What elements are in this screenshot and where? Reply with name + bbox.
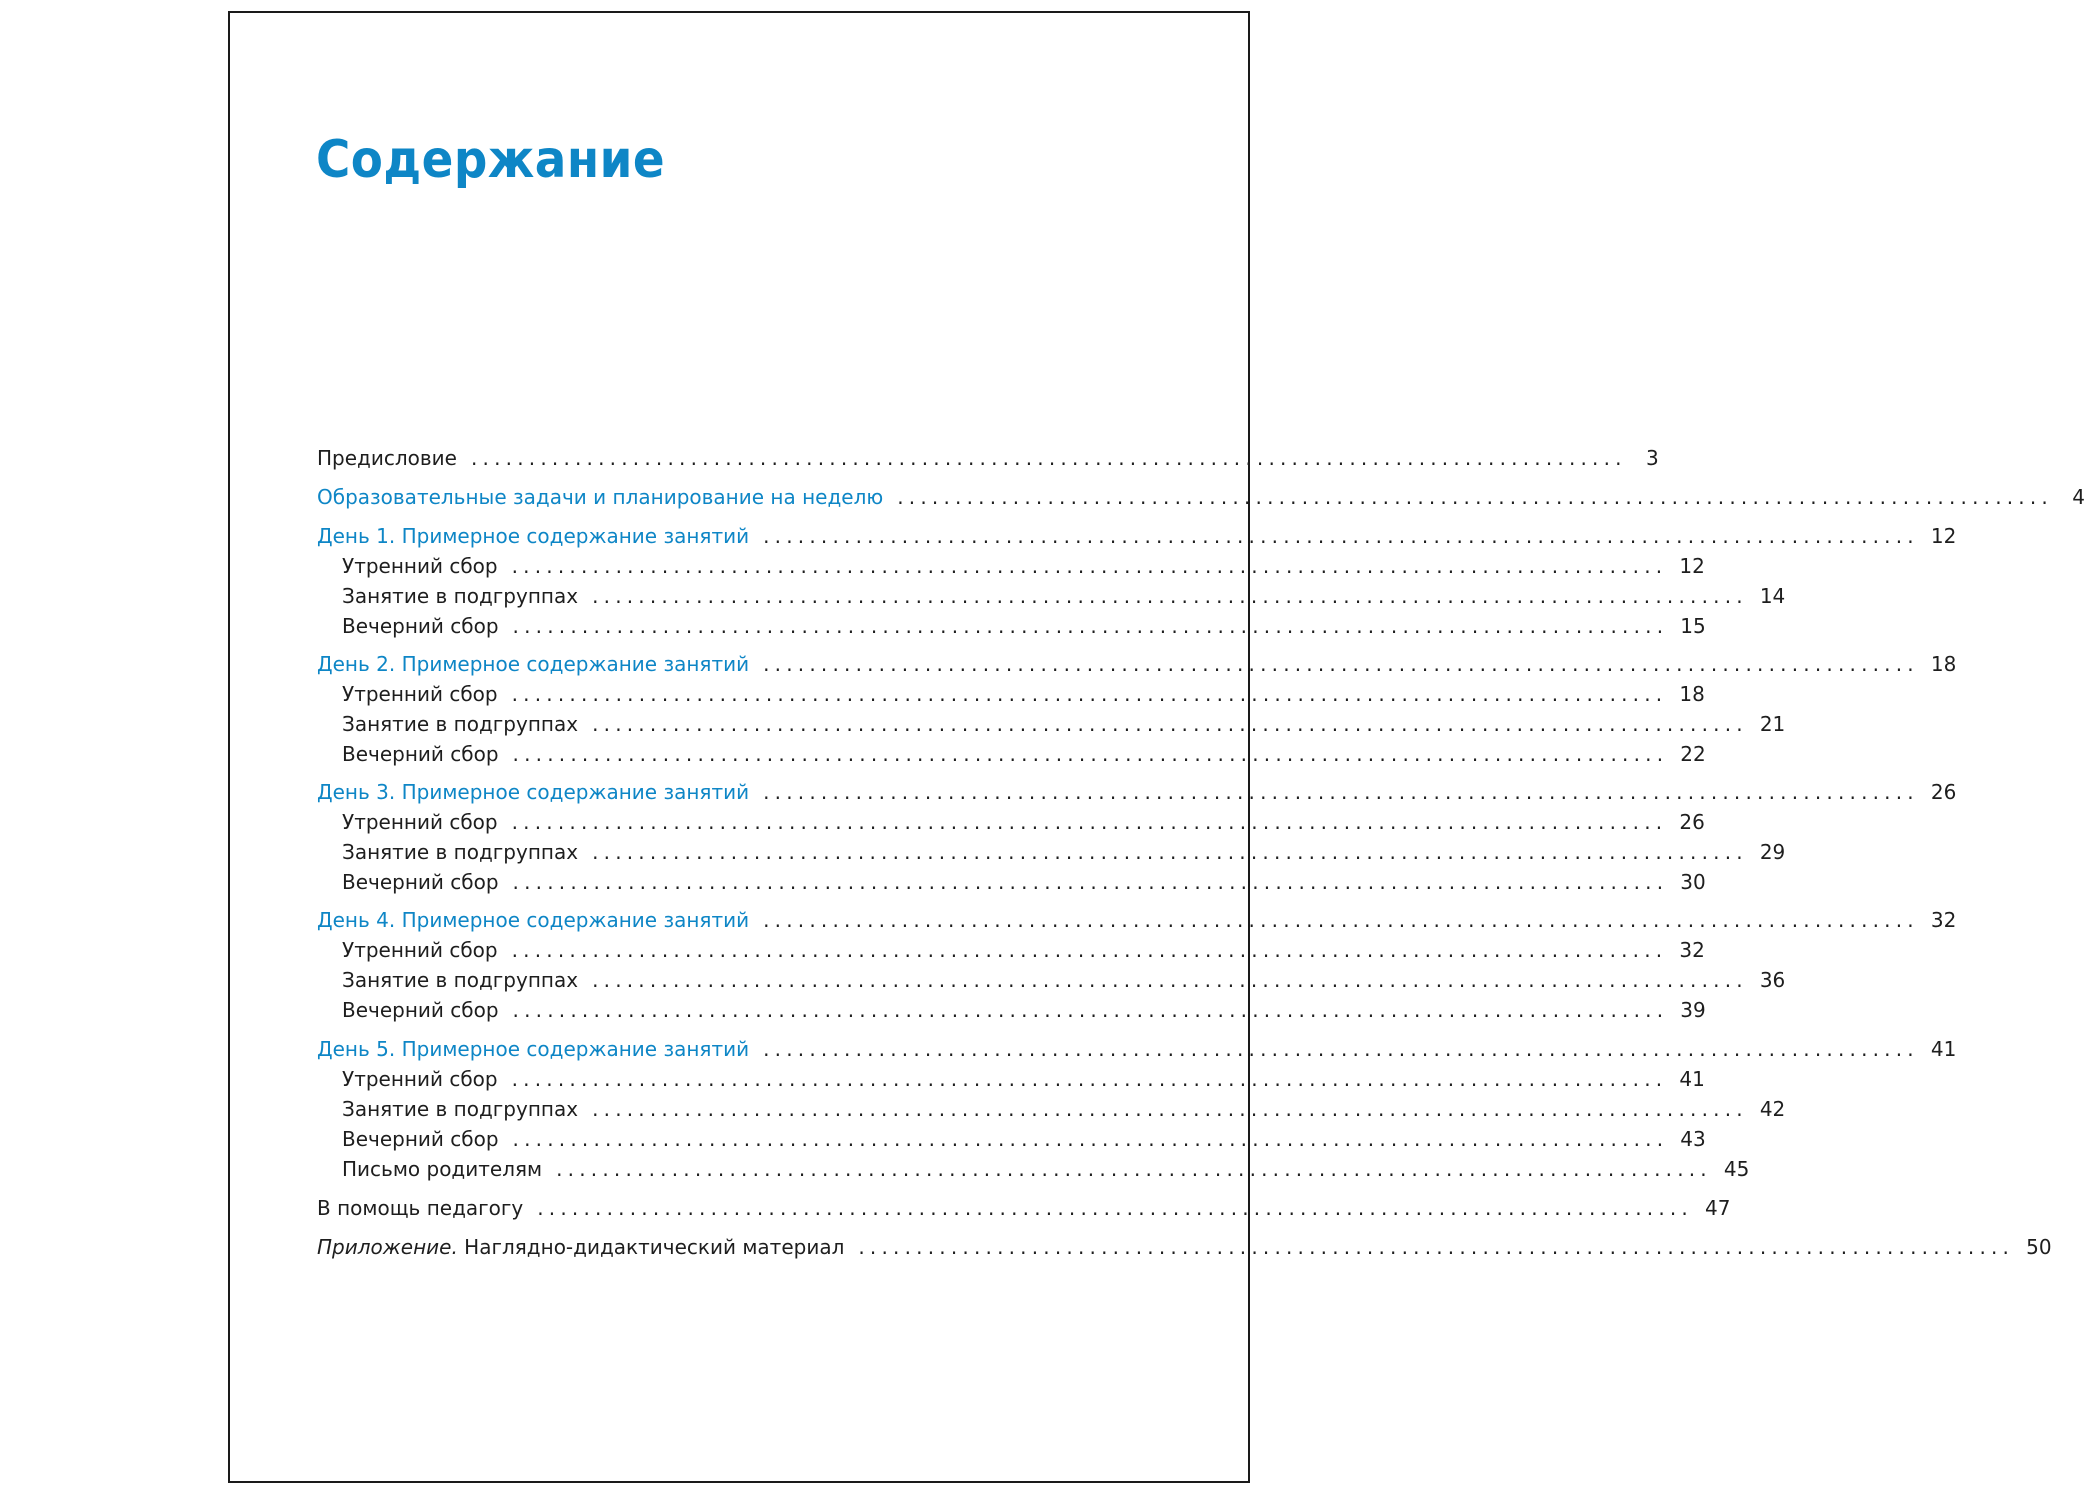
toc-page-number: 18 [1679,682,1705,706]
toc-entry[interactable] [317,1193,1731,1223]
dot-leader: .................................................................................................... [763,908,1919,932]
toc-subentry[interactable] [317,551,1705,581]
toc-subentry[interactable] [317,965,1786,995]
toc-entry[interactable] [317,521,1957,551]
toc-entry-label: Занятие в подгруппах [342,584,579,608]
dot-leader: .................................................................................................... [592,712,1748,736]
dot-leader: .................................................................................................... [470,446,1627,470]
toc-entry[interactable] [317,777,1957,807]
toc-entry-label: Занятие в подгруппах [342,1097,579,1121]
toc-page-number: 26 [1679,810,1705,834]
toc-subentry[interactable] [317,709,1786,739]
dot-leader: .................................................................................................... [592,584,1748,608]
toc-page-number: 41 [1930,1037,1957,1061]
toc-subentry[interactable] [317,935,1705,965]
toc-entry-label: В помощь педагогу [317,1196,524,1220]
toc-page-number: 26 [1930,780,1957,804]
dot-leader: .................................................................................................... [556,1157,1712,1181]
toc-entry-label: Вечерний сбор [342,998,499,1022]
dot-leader: .................................................................................................... [512,1127,1669,1151]
dot-leader: .................................................................................................... [511,1067,1668,1091]
toc-entry-label: Образовательные задачи и планирование на неделю [317,485,884,509]
dot-leader: .................................................................................................... [512,998,1669,1022]
toc-page-number: 45 [1723,1157,1750,1181]
dot-leader: .................................................................................................... [511,682,1668,706]
toc-page-number: 32 [1679,938,1705,962]
toc-entry-label: День 3. Примерное содержание занятий [317,780,750,804]
toc-page-number: 29 [1759,840,1786,864]
toc-entry-label: День 1. Примерное содержание занятий [317,524,750,548]
toc-page-number: 18 [1930,652,1957,676]
dot-leader: .................................................................................................... [537,1196,1693,1220]
toc-entry-label: Занятие в подгруппах [342,968,579,992]
toc-page-number: 41 [1679,1067,1705,1091]
toc-subentry[interactable] [317,1064,1705,1094]
toc-entry[interactable] [317,1232,2052,1262]
toc-page-number: 43 [1680,1127,1706,1151]
dot-leader: .................................................................................................... [763,1037,1919,1061]
dot-leader: .................................................................................................... [512,614,1669,638]
dot-leader: .................................................................................................... [592,1097,1748,1121]
toc-page-number: 32 [1930,908,1957,932]
dot-leader: .................................................................................................... [511,554,1668,578]
toc-page-number: 14 [1759,584,1786,608]
toc-page-number: 12 [1679,554,1705,578]
toc-entry-label: День 2. Примерное содержание занятий [317,652,750,676]
toc-entry-label-group [317,1232,844,1262]
dot-leader: .................................................................................................... [897,485,2053,509]
dot-leader: .................................................................................................... [858,1235,2015,1259]
toc-page-number: 36 [1759,968,1786,992]
toc-page-number: 39 [1680,998,1706,1022]
toc-subentry[interactable] [317,995,1706,1025]
dot-leader: .................................................................................................... [763,652,1919,676]
toc-page-number: 12 [1930,524,1957,548]
toc-entry-label: Занятие в подгруппах [342,840,579,864]
toc-page-number: 15 [1680,614,1706,638]
toc-entry-label: Наглядно-дидактический материал [464,1235,845,1259]
toc-subentry[interactable] [317,837,1786,867]
toc-entry-label: Утренний сбор [342,682,498,706]
toc-subentry[interactable] [317,581,1786,611]
page-title: Содержание [316,130,666,190]
toc-page-number: 3 [1646,446,1659,470]
toc-subentry[interactable] [317,611,1706,641]
toc-subentry[interactable] [317,1154,1750,1184]
toc-subentry[interactable] [317,807,1705,837]
toc-subentry[interactable] [317,679,1705,709]
toc-entry[interactable] [317,1034,1957,1064]
toc-page-number: 50 [2026,1235,2052,1259]
toc-entry-label: Вечерний сбор [342,614,499,638]
toc-entry-label: Занятие в подгруппах [342,712,579,736]
toc-entry-label: Утренний сбор [342,1067,498,1091]
toc-subentry[interactable] [317,739,1706,769]
toc-entry-label: Письмо родителям [342,1157,543,1181]
toc-entry-label: Утренний сбор [342,554,498,578]
dot-leader: .................................................................................................... [592,968,1748,992]
toc-entry-label: День 4. Примерное содержание занятий [317,908,750,932]
toc-page-number: 4 [2072,485,2085,509]
toc-entry[interactable] [317,649,1957,679]
toc-page-number: 42 [1759,1097,1786,1121]
dot-leader: .................................................................................................... [512,870,1669,894]
toc-entry-label: День 5. Примерное содержание занятий [317,1037,750,1061]
toc-page-number: 47 [1705,1196,1731,1220]
toc-entry[interactable] [317,905,1957,935]
dot-leader: .................................................................................................... [763,524,1919,548]
toc-page-number: 22 [1680,742,1706,766]
toc-entry-label: Утренний сбор [342,810,498,834]
toc-subentry[interactable] [317,1124,1706,1154]
toc-subentry[interactable] [317,867,1706,897]
toc-subentry[interactable] [317,1094,1786,1124]
toc-entry-label: Вечерний сбор [342,870,499,894]
toc-entry-label: Вечерний сбор [342,742,499,766]
toc-entry[interactable] [317,443,1659,473]
toc-entry-label: Утренний сбор [342,938,498,962]
dot-leader: .................................................................................................... [511,810,1668,834]
dot-leader: .................................................................................................... [763,780,1919,804]
toc-page-number: 21 [1759,712,1786,736]
toc-entry-label-italic: Приложение. [317,1235,458,1259]
dot-leader: .................................................................................................... [512,742,1669,766]
toc-entry-label: Вечерний сбор [342,1127,499,1151]
dot-leader: .................................................................................................... [511,938,1668,962]
dot-leader: .................................................................................................... [592,840,1748,864]
toc-page-number: 30 [1680,870,1706,894]
toc-entry[interactable] [317,482,2085,512]
toc-entry-label: Предисловие [317,446,457,470]
